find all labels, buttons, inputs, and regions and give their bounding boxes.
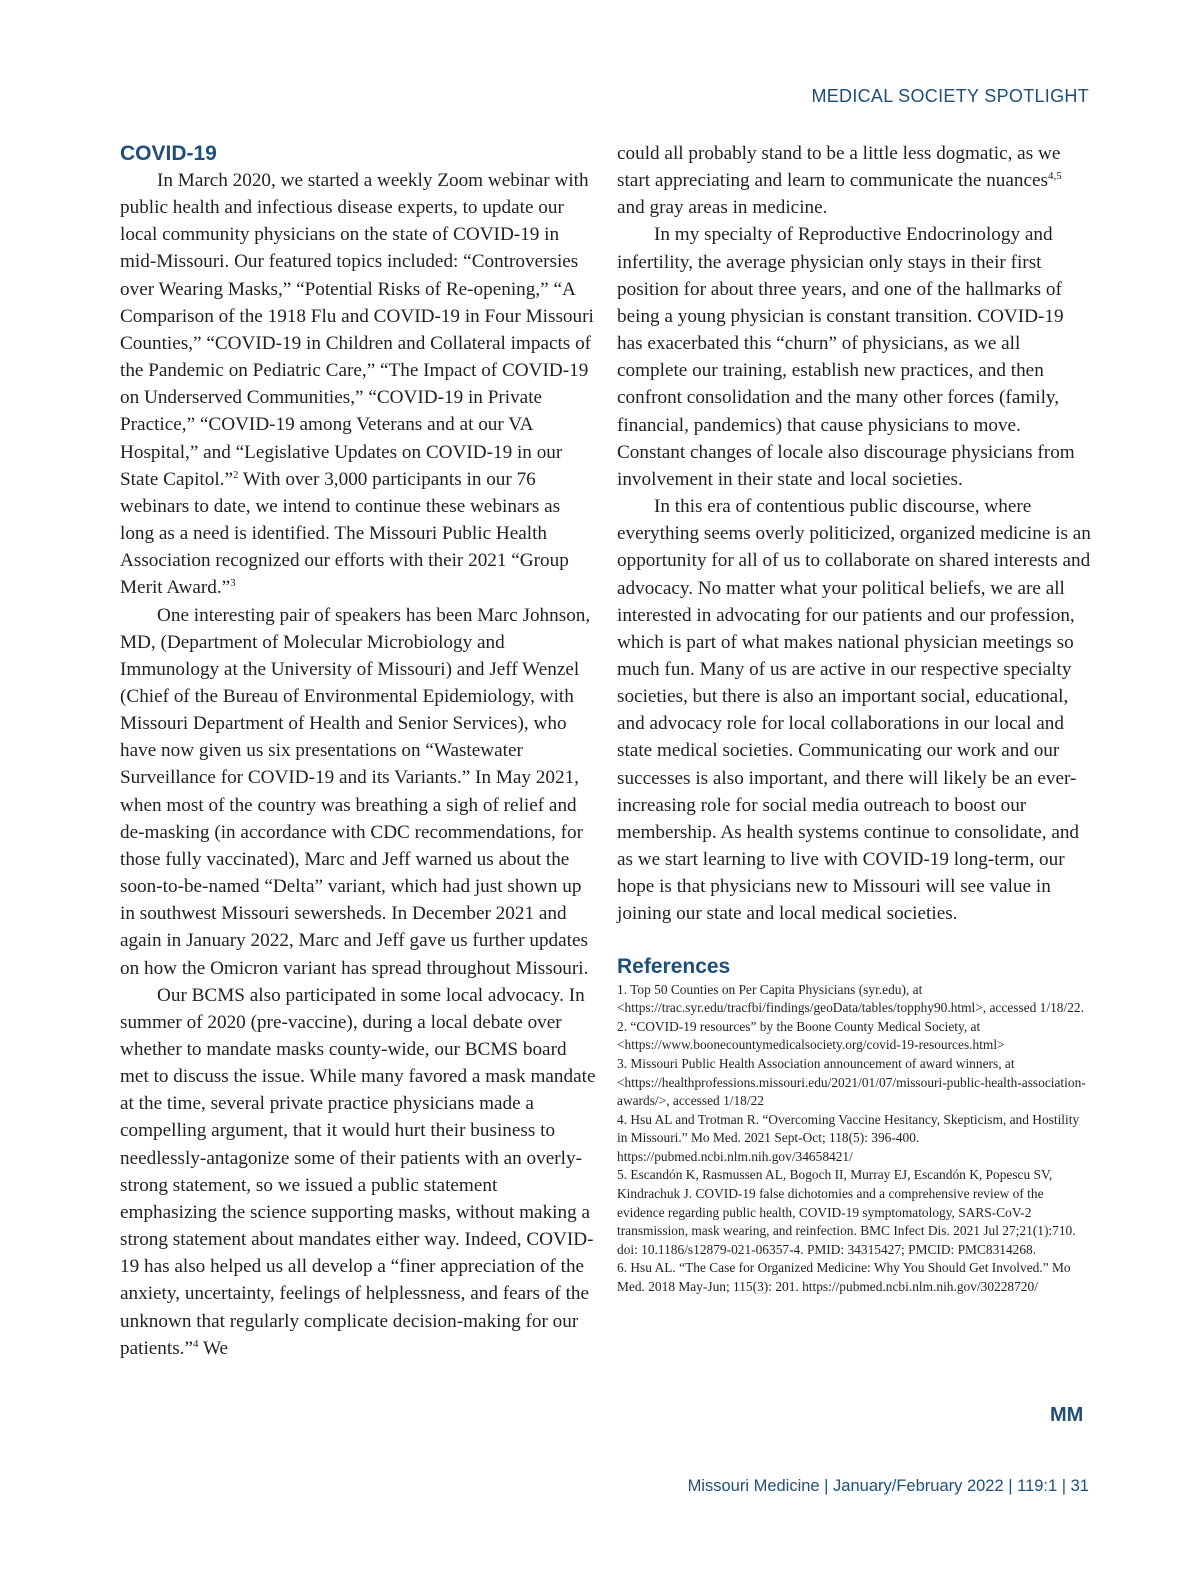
paragraph-text: could all probably stand to be a little less dogmatic, as we start appreciating and learn to communicate the nuances bbox=[617, 143, 1061, 192]
paragraph-text: With over 3,000 participants in our 76 webinars to date, we intend to continue these webinars as long as a need is identified. The Missouri Public Health Association recognized our efforts with their 2021 “Group Merit Award.” bbox=[120, 468, 569, 599]
reference-item: 3. Missouri Public Health Association announcement of award winners, at <https://healthprofessions.missouri.edu/2021/01/07/missouri-public-health-association-awards/>, accessed 1/18/22 bbox=[617, 1055, 1086, 1109]
paragraph-specialty: In my specialty of Reproductive Endocrinology and infertility, the average physician only stays in their first position for about three years, and one of the hallmarks of being a young physician is constant transition. COVID-19 has exacerbated this “churn” of physicians, as we all complete our training, establish new practices, and then confront consolidation and the many other forces (family, financial, pandemics) that cause physicians to move. Constant changes of locale also discourage physicians from involvement in their state and local societies. bbox=[617, 224, 1075, 490]
page-footer: Missouri Medicine | January/February 2022 | 119:1 | 31 bbox=[687, 1477, 1089, 1495]
citation-marker: 4,5 bbox=[1048, 170, 1062, 183]
references-list bbox=[617, 981, 1092, 1297]
paragraph-text: and gray areas in medicine. bbox=[617, 197, 828, 219]
left-column bbox=[120, 140, 598, 1362]
citation-marker: 3 bbox=[230, 577, 236, 590]
paragraph-text: We bbox=[198, 1337, 229, 1359]
reference-item: 2. “COVID-19 resources” by the Boone County Medical Society, at <https://www.boonecountymedicalsociety.org/covid-19-resources.html> bbox=[617, 1018, 1005, 1053]
right-column bbox=[617, 140, 1092, 1297]
paragraph-text: In March 2020, we started a weekly Zoom webinar with public health and infectious disease experts, to update our local community physicians on the state of COVID-19 in mid-Missouri. Our featured topics included: “Controversies over Wearing Masks,” “Potential Risks of Re-opening,” “A Comparison of the 1918 Flu and COVID-19 in Four Missouri Counties,” “COVID-19 in Children and Collateral impacts of the Pandemic on Pediatric Care,” “The Impact of COVID-19 on Underserved Communities,” “COVID-19 in Private Practice,” “COVID-19 among Veterans and at our VA Hospital,” and “Legislative Updates on COVID-19 in our State Capitol.” bbox=[120, 170, 594, 490]
section-header: MEDICAL SOCIETY SPOTLIGHT bbox=[811, 86, 1089, 106]
paragraph-text: Our BCMS also participated in some local advocacy. In summer of 2020 (pre-vaccine), during a local debate over whether to mandate masks county-wide, our BCMS board met to discuss the issue. While many favored a mask mandate at the time, several private practice physicians made a compelling argument, that it would hurt their business to needlessly-antagonize some of their patients with an overly-strong statement, so we issued a public statement emphasizing the science supporting masks, without making a strong statement about mandates either way. Indeed, COVID-19 has also helped us all develop a “finer appreciation of the anxiety, uncertainty, feelings of helplessness, and fears of the unknown that regularly complicate decision-making for our patients.” bbox=[120, 984, 596, 1359]
paragraph-speakers: One interesting pair of speakers has been Marc Johnson, MD, (Department of Molecular Microbiology and Immunology at the University of Missouri) and Jeff Wenzel (Chief of the Bureau of Environmental Epidemiology, with Missouri Department of Health and Senior Services), who have now given us six presentations on “Wastewater Surveillance for COVID-19 and its Variants.” In May 2021, when most of the country was breathing a sigh of relief and de-masking (in accordance with CDC recommendations, for those fully vaccinated), Marc and Jeff warned us about the soon-to-be-named “Delta” variant, which had just shown up in southwest Missouri sewersheds. In December 2021 and again in January 2022, Marc and Jeff gave us further updates on how the Omicron variant has spread throughout Missouri. bbox=[120, 604, 591, 979]
references-heading: References bbox=[617, 954, 731, 978]
citation-marker: 2 bbox=[232, 468, 239, 481]
reference-item: 1. Top 50 Counties on Per Capita Physicians (syr.edu), at <https://trac.syr.edu/tracfbi/findings/geoData/tables/topphy90.html>, accessed 1/18/22. bbox=[617, 981, 1084, 1016]
reference-item: 4. Hsu AL and Trotman R. “Overcoming Vaccine Hesitancy, Skepticism, and Hostility in Missouri.” Mo Med. 2021 Sept-Oct; 118(5): 396-400. https://pubmed.ncbi.nlm.nih.gov/34658421/ bbox=[617, 1111, 1080, 1164]
reference-item: 6. Hsu AL. “The Case for Organized Medicine: Why You Should Get Involved.” Mo Med. 2018 May-Jun; 115(3): 201. https://pubmed.ncbi.nlm.nih.gov/30228720/ bbox=[617, 1260, 1071, 1295]
paragraph-continued bbox=[617, 140, 1092, 221]
citation-marker: 4 bbox=[193, 1337, 199, 1350]
paragraph-webinars bbox=[120, 167, 598, 602]
end-mark-logo: MM bbox=[1050, 1404, 1084, 1426]
article-heading: COVID-19 bbox=[120, 142, 217, 165]
paragraph-advocacy bbox=[120, 982, 598, 1362]
reference-item: 5. Escandón K, Rasmussen AL, Bogoch II, Murray EJ, Escandón K, Popescu SV, Kindrachuk J. COVID-19 false dichotomies and a comprehensive review of the evidence regarding public health, COVID-19 symptomatology, SARS-CoV-2 transmission, mask wearing, and reinfection. BMC Infect Dis. 2021 Jul 27;21(1):710. doi: 10.1186/s12879-021-06357-4. PMID: 34315427; PMCID: PMC8314268. bbox=[617, 1167, 1076, 1257]
paragraph-discourse: In this era of contentious public discourse, where everything seems overly politicized, organized medicine is an opportunity for all of us to collaborate on shared interests and advocacy. No matter what your political beliefs, we are all interested in advocating for our patients and our profession, which is part of what makes national physician meetings so much fun. Many of us are active in our respective specialty societies, but there is also an important social, educational, and advocacy role for local collaborations in our local and state medical societies. Communicating our work and our successes is also important, and there will likely be an ever-increasing role for social media outreach to boost our membership. As health systems continue to consolidate, and as we start learning to live with COVID-19 long-term, our hope is that physicians new to Missouri will see value in joining our state and local medical societies. bbox=[617, 496, 1091, 925]
